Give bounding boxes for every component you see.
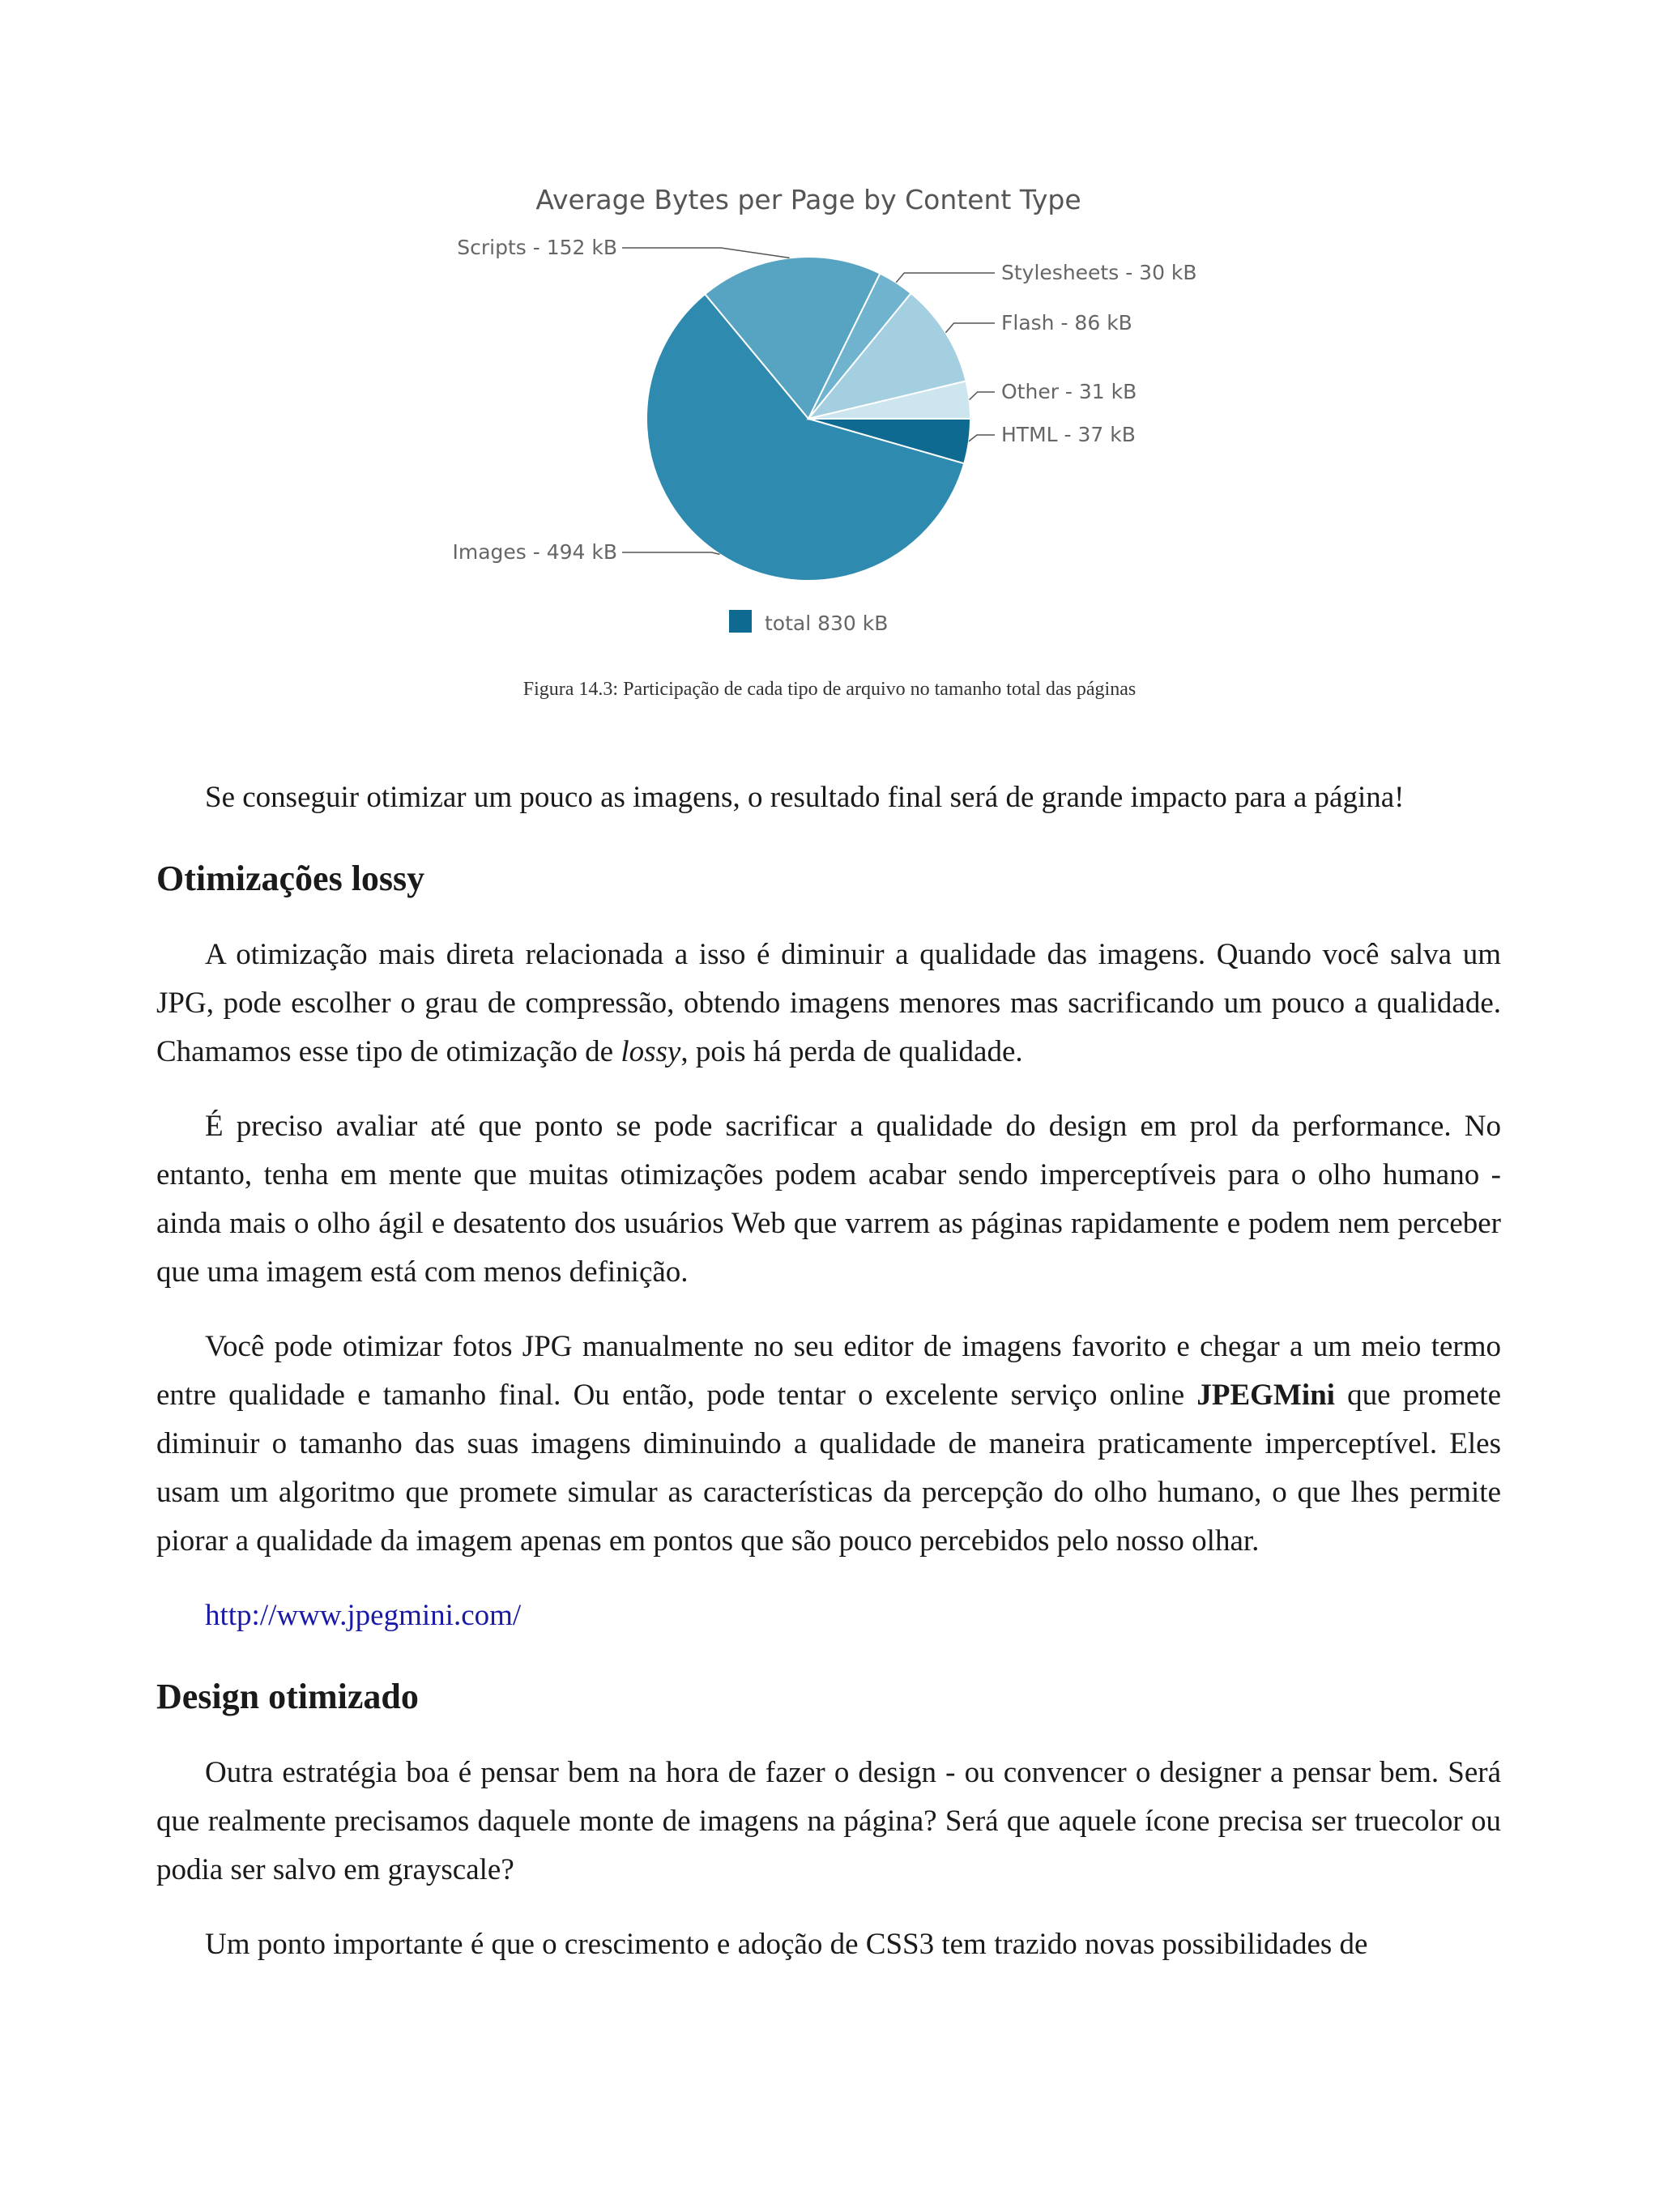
section-heading: Design otimizado	[156, 1677, 419, 1716]
paragraph: É preciso avaliar até que ponto se pode sacrificar a qualidade do design em prol da performance. No entanto, tenha em mente que muitas otimizações podem acabar sendo imperceptíveis para o olho humano - ainda mais o olho ágil e desatento dos usuários Web que varrem as páginas rapidamente e podem nem perceber que uma imagem está com menos definição.	[156, 1110, 1501, 1289]
paragraph	[156, 1323, 1501, 1566]
legend-label: total 830 kB	[765, 612, 889, 635]
paragraph: Outra estratégia boa é pensar bem na hora de fazer o design - ou convencer o designer a pensar bem. Será que realmente precisamos daquele monte de imagens na página? Será que aquele ícone precisa ser truecolor ou podia ser salvo em grayscale?	[156, 1756, 1501, 1886]
leader-line-other	[970, 392, 995, 400]
leader-line-images	[622, 552, 720, 554]
text-span: Você pode otimizar fotos JPG manualmente no seu editor de imagens favorito e chegar a um meio termo entre qualidade e tamanho final. Ou então, pode tentar o excelente serviço online	[156, 1330, 1501, 1412]
leader-line-html	[969, 435, 995, 441]
leader-line-scripts	[622, 248, 790, 258]
link-paragraph	[156, 1592, 1501, 1640]
legend-swatch	[729, 610, 752, 633]
slice-label-flash: Flash - 86 kB	[1001, 311, 1132, 335]
section-heading: Otimizações lossy	[156, 859, 425, 898]
paragraph	[156, 931, 1501, 1076]
strong-jpegmini: JPEGMini	[1196, 1379, 1335, 1412]
text-span: que promete diminuir o tamanho das suas imagens diminuindo a qualidade de maneira praticamente imperceptível. Eles usam um algoritmo que promete simular as características da percepção do olho humano, o que lhes permite piorar a qualidade da imagem apenas em pontos que são pouco percebidos pelo nosso olhar.	[156, 1379, 1501, 1558]
document-body	[156, 774, 1501, 1995]
figure-caption: Figura 14.3: Participação de cada tipo de arquivo no tamanho total das páginas	[522, 679, 1137, 700]
chart-title: Average Bytes per Page by Content Type	[535, 184, 1081, 215]
leader-line-stylesheets	[896, 273, 995, 283]
slice-label-scripts: Scripts - 152 kB	[457, 236, 617, 259]
text-span: , pois há perda de qualidade.	[680, 1035, 1023, 1068]
leader-line-flash	[945, 323, 995, 333]
chart-figure	[0, 0, 1659, 729]
slice-label-images: Images - 494 kB	[452, 540, 617, 564]
slice-label-stylesheets: Stylesheets - 30 kB	[1001, 261, 1197, 284]
paragraph: Se conseguir otimizar um pouco as imagens, o resultado final será de grande impacto para a página!	[205, 781, 1405, 814]
pie-chart	[0, 0, 1659, 729]
paragraph: Um ponto importante é que o crescimento e adoção de CSS3 tem trazido novas possibilidades de	[205, 1928, 1368, 1961]
emphasis-lossy: lossy	[621, 1035, 681, 1068]
slice-label-html: HTML - 37 kB	[1001, 423, 1136, 446]
text-span: A otimização mais direta relacionada a isso é diminuir a qualidade das imagens. Quando você salva um JPG, pode escolher o grau de compressão, obtendo imagens menores mas sacrificando um pouco a qualidade. Chamamos esse tipo de otimização de	[156, 938, 1501, 1068]
slice-label-other: Other - 31 kB	[1001, 380, 1137, 403]
jpegmini-link[interactable]: http://www.jpegmini.com/	[205, 1599, 522, 1632]
